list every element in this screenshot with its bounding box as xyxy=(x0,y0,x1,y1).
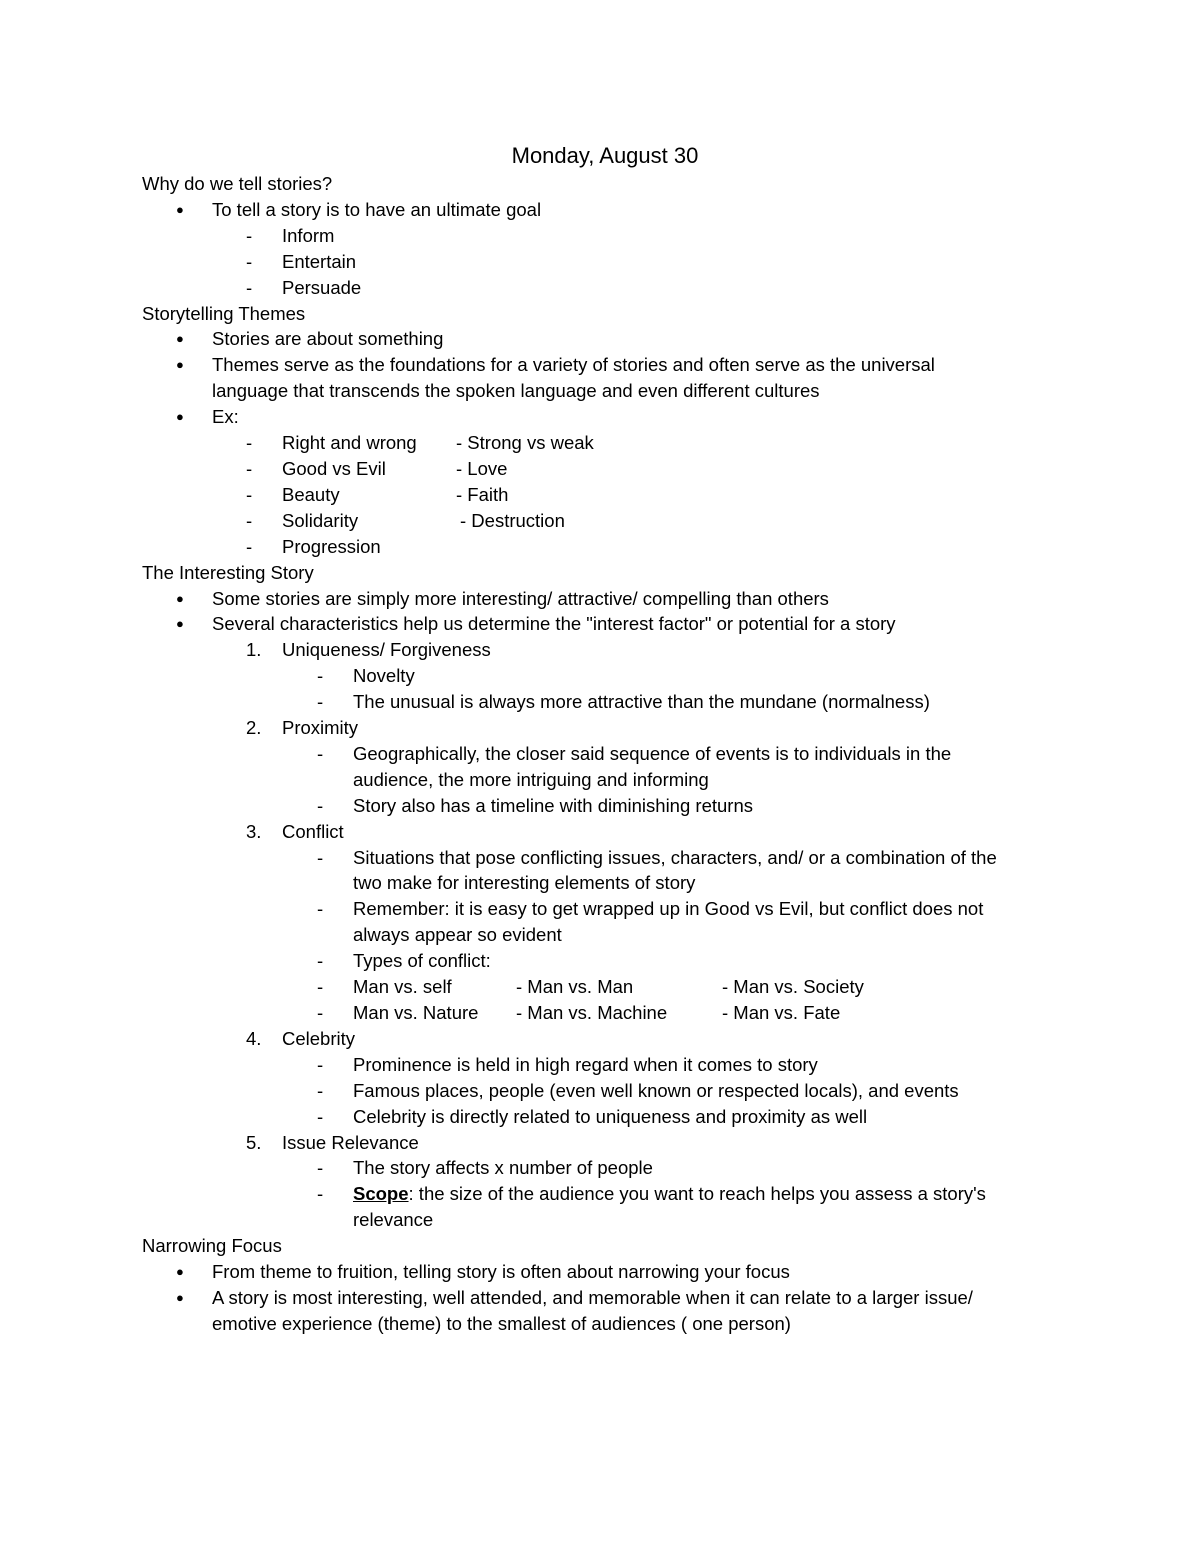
list-item: - Story also has a timeline with diminishing returns xyxy=(142,793,1042,819)
dash-marker: - xyxy=(317,742,324,764)
numbered-item: 4. Celebrity xyxy=(246,1027,355,1049)
list-item: ● Ex: xyxy=(142,404,1042,430)
dash-marker: - xyxy=(246,276,253,298)
list-item: - Geographically, the closer said sequence of events is to individuals in the xyxy=(142,741,1042,767)
section-heading: The Interesting Story xyxy=(142,561,314,583)
dash-marker: - xyxy=(246,432,253,454)
numbered-item: 3. Conflict xyxy=(246,820,344,842)
list-item: - Celebrity is directly related to uniqueness and proximity as well xyxy=(142,1104,1042,1130)
list-item-continuation: relevance xyxy=(353,1209,434,1231)
dash-marker: - xyxy=(246,224,253,246)
bullet-icon: ● xyxy=(176,201,184,217)
numbered-item: 2. Proximity xyxy=(246,717,359,739)
conflict-row: - Man vs. Nature - Man vs. Machine - Man vs. Fate xyxy=(142,1000,1042,1026)
document-page xyxy=(142,142,1042,1337)
dash-marker: - xyxy=(317,1002,324,1023)
section-heading: Narrowing Focus xyxy=(142,1235,282,1257)
dash-marker: - xyxy=(317,1105,324,1127)
list-item-continuation: two make for interesting elements of story xyxy=(353,872,696,894)
list-item: - Persuade xyxy=(142,275,1042,301)
list-item: - Prominence is held in high regard when it comes to story xyxy=(142,1052,1042,1078)
list-item-continuation: emotive experience (theme) to the smallest of audiences ( one person) xyxy=(212,1312,791,1334)
dash-marker: - xyxy=(317,1183,324,1205)
dash-marker: - xyxy=(317,898,324,920)
theme-row: - Progression xyxy=(142,534,1042,560)
list-item: ● To tell a story is to have an ultimate goal xyxy=(142,197,1042,223)
list-item-continuation: always appear so evident xyxy=(353,924,562,946)
dash-marker: - xyxy=(317,691,324,713)
theme-row: - Right and wrong - Strong vs weak xyxy=(142,430,1042,456)
list-item-continuation: audience, the more intriguing and informing xyxy=(353,768,709,790)
list-item: - Inform xyxy=(142,223,1042,249)
bullet-icon: ● xyxy=(176,616,184,632)
list-item: ● Several characteristics help us determine the "interest factor" or potential for a story xyxy=(142,611,1042,637)
dash-marker: - xyxy=(317,1157,324,1179)
bullet-icon: ● xyxy=(176,590,184,606)
theme-row: - Beauty - Faith xyxy=(142,482,1042,508)
dash-marker: - xyxy=(317,950,324,972)
list-item: - The unusual is always more attractive than the mundane (normalness) xyxy=(142,689,1042,715)
page-title: Monday, August 30 xyxy=(511,143,699,168)
dash-marker: - xyxy=(246,535,253,557)
conflict-row: - Man vs. self - Man vs. Man - Man vs. Society xyxy=(142,974,1042,1000)
list-item: - The story affects x number of people xyxy=(142,1155,1042,1181)
bullet-icon: ● xyxy=(176,1289,184,1305)
bullet-icon: ● xyxy=(176,331,184,347)
list-item: - Scope: the size of the audience you want to reach helps you assess a story's xyxy=(142,1181,1042,1207)
dash-marker: - xyxy=(317,846,324,868)
theme-row: - Solidarity - Destruction xyxy=(142,508,1042,534)
list-item: ● Stories are about something xyxy=(142,326,1042,352)
bullet-icon: ● xyxy=(176,1264,184,1280)
list-item: - Novelty xyxy=(142,663,1042,689)
bullet-icon: ● xyxy=(176,357,184,373)
list-item: ● Themes serve as the foundations for a variety of stories and often serve as the universal xyxy=(142,352,1042,378)
list-item: - Entertain xyxy=(142,249,1042,275)
dash-marker: - xyxy=(317,1079,324,1101)
dash-marker: - xyxy=(246,483,253,505)
list-item: ● From theme to fruition, telling story is often about narrowing your focus xyxy=(142,1259,1042,1285)
dash-marker: - xyxy=(317,665,324,687)
bullet-icon: ● xyxy=(176,409,184,425)
dash-marker: - xyxy=(317,976,324,998)
list-item: - Remember: it is easy to get wrapped up in Good vs Evil, but conflict does not xyxy=(142,896,1042,922)
dash-marker: - xyxy=(246,457,253,479)
dash-marker: - xyxy=(246,250,253,272)
list-item: - Famous places, people (even well known or respected locals), and events xyxy=(142,1078,1042,1104)
list-item-continuation: language that transcends the spoken language and even different cultures xyxy=(212,380,820,402)
section-heading: Storytelling Themes xyxy=(142,302,306,324)
theme-row: - Good vs Evil - Love xyxy=(142,456,1042,482)
list-item: - Types of conflict: xyxy=(142,948,1042,974)
section-heading: Why do we tell stories? xyxy=(142,173,333,194)
scope-term: Scope xyxy=(353,1183,409,1205)
list-item: - Situations that pose conflicting issues, characters, and/ or a combination of the xyxy=(142,845,1042,871)
list-item: ● A story is most interesting, well attended, and memorable when it can relate to a larger issue/ xyxy=(142,1285,1042,1311)
dash-marker: - xyxy=(317,1053,324,1075)
numbered-item: 5. Issue Relevance xyxy=(246,1131,419,1153)
dash-marker: - xyxy=(317,794,324,816)
numbered-item: 1. Uniqueness/ Forgiveness xyxy=(246,639,491,661)
list-item: ● Some stories are simply more interesting/ attractive/ compelling than others xyxy=(142,586,1042,612)
dash-marker: - xyxy=(246,509,253,531)
